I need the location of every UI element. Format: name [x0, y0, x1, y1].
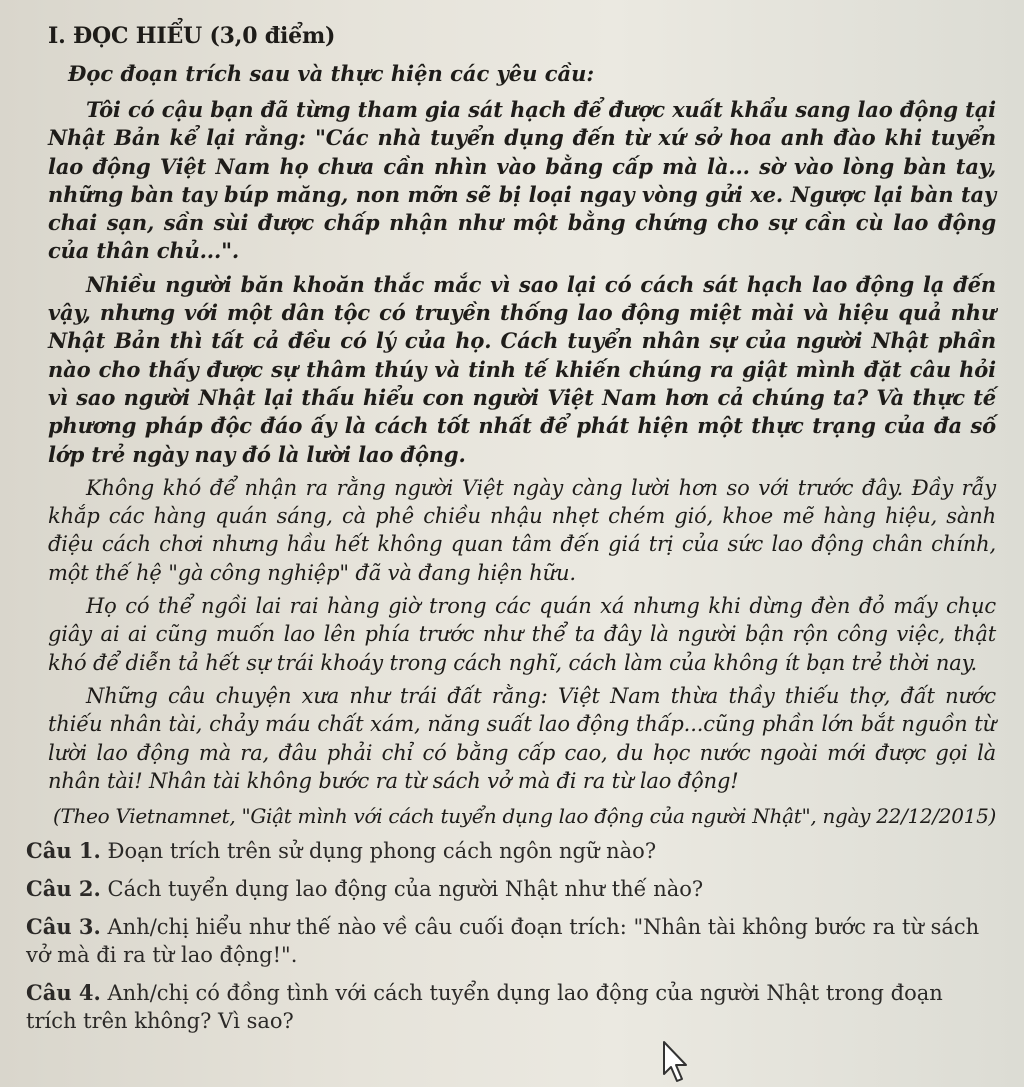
passage-paragraph-3: Không khó để nhận ra rằng người Việt ngày càng lười hơn so với trước đây. Đầy rẫy khắp các hàng quán sáng, cà phê chiều nhậu nhẹt chém gió, khoe mẽ hàng hiệu, sành điệu cách chơi nhưng hầu hết không quan tâm đến giá trị của sức lao động chân chính, một thế hệ "gà công nghiệp" đã và đang hiện hữu. [48, 475, 996, 585]
reading-instruction: Đọc đoạn trích sau và thực hiện các yêu cầu: [68, 61, 595, 86]
question-4 [26, 979, 996, 1035]
passage-paragraph-5: Những câu chuyện xưa như trái đất rằng: Việt Nam thừa thầy thiếu thợ, đất nước thiếu nhân tài, chảy máu chất xám, năng suất lao động thấp...cũng phần lớn bắt nguồn từ lười lao động mà ra, đâu phải chỉ có bằng cấp cao, du học nước ngoài mới được gọi là nhân tài! Nhân tài không bước ra từ sách vở mà đi ra từ lao động! [48, 683, 996, 793]
question-number: Câu 4. [26, 980, 101, 1006]
question-text: Anh/chị hiểu như thế nào về câu cuối đoạn trích: "Nhân tài không bước ra từ sách vở mà đi ra từ lao động!". [26, 915, 980, 968]
passage-paragraph-1: Tôi có cậu bạn đã từng tham gia sát hạch để được xuất khẩu sang lao động tại Nhật Bản kể lại rằng: "Các nhà tuyển dụng đến từ xứ sở hoa anh đào khi tuyển lao động Việt Nam họ chưa cần nhìn vào bằng cấp mà là... sờ vào lòng bàn tay, những bàn tay búp măng, non mỡn sẽ bị loại ngay vòng gửi xe. Ngược lại bàn tay chai sạn, sần sùi được chấp nhận như một bằng chứng cho sự cần cù lao động của thân chủ...". [48, 97, 996, 264]
question-text: Anh/chị có đồng tình với cách tuyển dụng lao động của người Nhật trong đoạn trích trên không? Vì sao? [26, 981, 943, 1034]
question-number: Câu 2. [26, 876, 101, 902]
question-2 [26, 875, 996, 903]
question-text: Đoạn trích trên sử dụng phong cách ngôn ngữ nào? [100, 839, 657, 864]
question-number: Câu 1. [26, 838, 101, 864]
passage-paragraph-2: Nhiều người băn khoăn thắc mắc vì sao lại có cách sát hạch lao động lạ đến vậy, nhưng với một dân tộc có truyền thống lao động miệt mài và hiệu quả như Nhật Bản thì tất cả đều có lý của họ. Cách tuyển nhân sự của người Nhật phần nào cho thấy được sự thâm thúy và tinh tế khiến chúng ra giật mình đặt câu hỏi vì sao người Nhật lại thấu hiểu con người Việt Nam hơn cả chúng ta? Và thực tế phương pháp độc đáo ấy là cách tốt nhất để phát hiện một thực trạng của đa số lớp trẻ ngày nay đó là lười lao động. [48, 271, 996, 467]
mouse-cursor-icon [660, 1040, 690, 1084]
passage-paragraph-4: Họ có thể ngồi lai rai hàng giờ trong các quán xá nhưng khi dừng đèn đỏ mấy chục giây ai ai cũng muốn lao lên phía trước như thể ta đây là người bận rộn công việc, thật khó để diễn tả hết sự trái khoáy trong cách nghĩ, cách làm của không ít bạn trẻ thời nay. [48, 594, 996, 675]
source-citation: (Theo Vietnamnet, "Giật mình với cách tuyển dụng lao động của người Nhật", ngày 22/12/2015) [53, 804, 996, 829]
question-number: Câu 3. [26, 914, 101, 940]
question-1 [26, 837, 996, 865]
question-text: Cách tuyển dụng lao động của người Nhật như thế nào? [100, 877, 704, 902]
question-3 [26, 913, 996, 969]
section-heading: I. ĐỌC HIỂU (3,0 điểm) [48, 23, 336, 49]
